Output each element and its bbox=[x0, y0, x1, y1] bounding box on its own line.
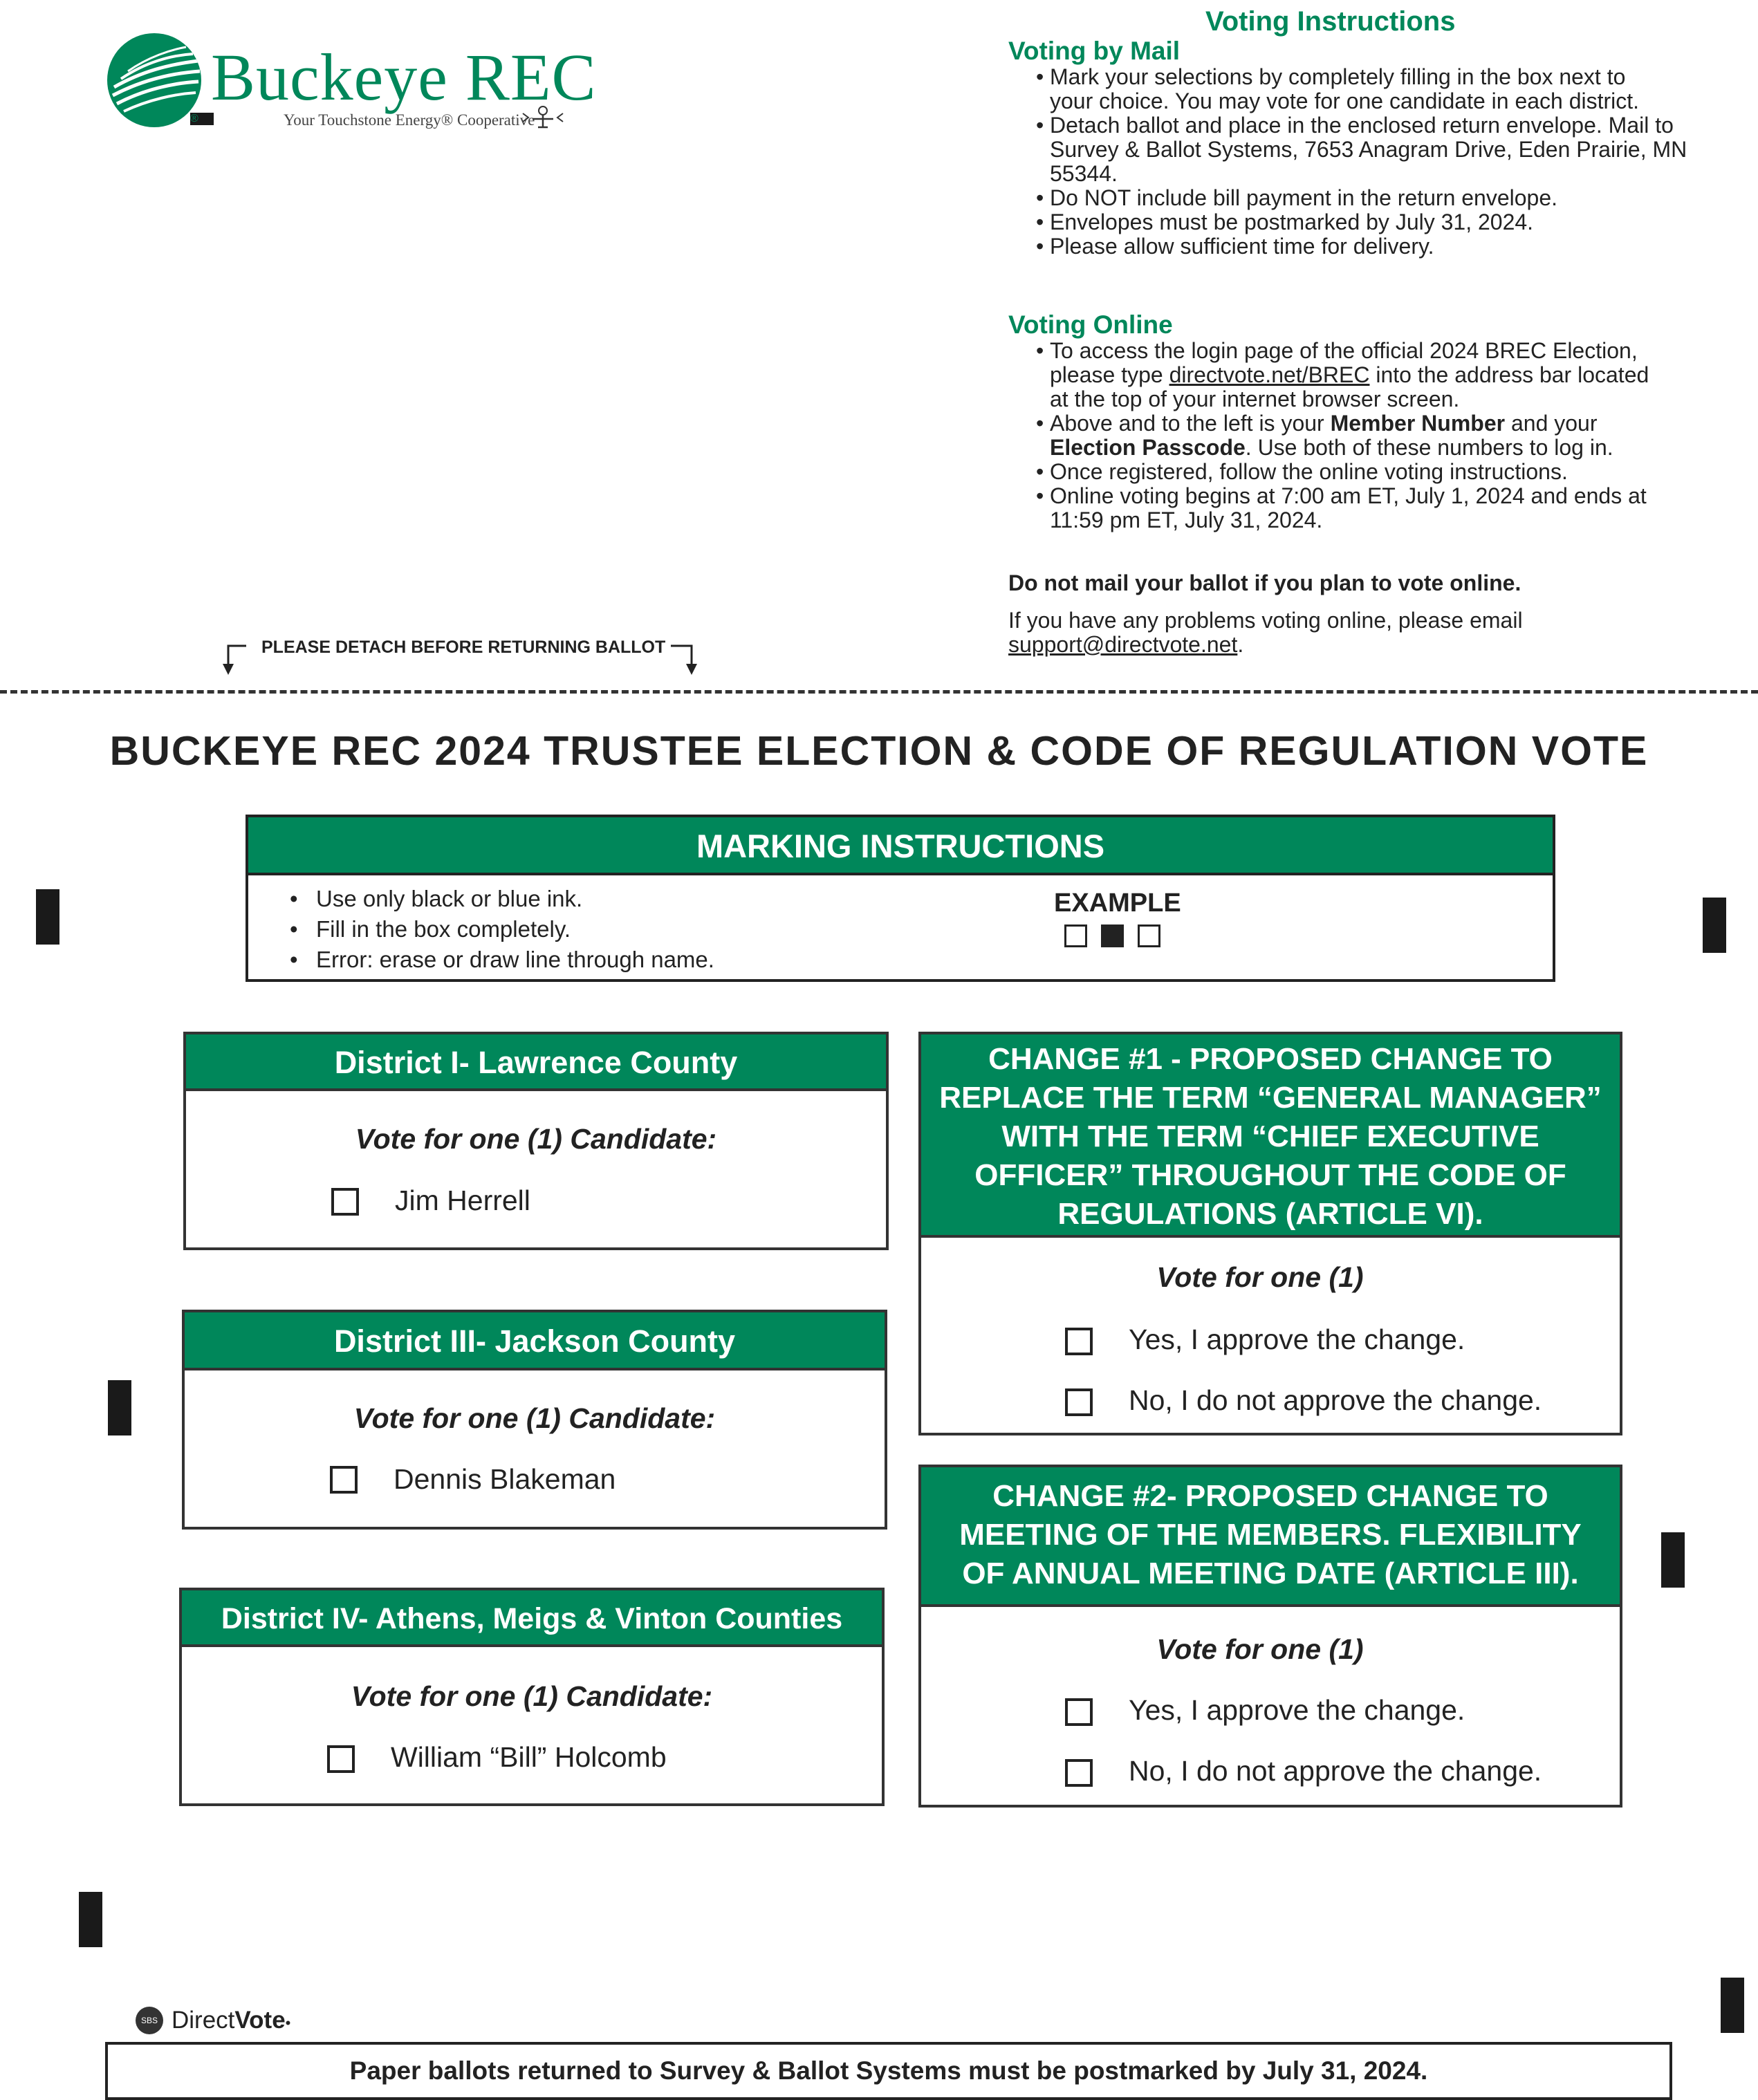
support-email-link[interactable]: support@directvote.net bbox=[1008, 632, 1238, 657]
mail-item: • Detach ballot and place in the enclosed return envelope. Mail to Survey & Ballot Systems, 7653 Anagram Drive, Eden Prairie, MN 55344. bbox=[1050, 113, 1690, 186]
no-option-label: No, I do not approve the change. bbox=[1129, 1755, 1542, 1787]
directvote-link[interactable]: directvote.net/BREC bbox=[1169, 362, 1370, 387]
change-2-line: CHANGE #2- PROPOSED CHANGE TO bbox=[992, 1479, 1548, 1513]
online-instructions-list bbox=[1008, 339, 1741, 532]
directvote-dot: • bbox=[285, 2014, 291, 2032]
example-empty-box bbox=[1064, 924, 1087, 947]
member-number-label: Member Number bbox=[1330, 411, 1506, 436]
change-2-line: MEETING OF THE MEMBERS. FLEXIBILITY bbox=[959, 1518, 1582, 1552]
vote-for-instruction: Vote for one (1) bbox=[1156, 1633, 1364, 1665]
voting-online-heading: Voting Online bbox=[1008, 310, 1173, 339]
yes-checkbox[interactable] bbox=[1065, 1698, 1093, 1726]
postmark-footer: Paper ballots returned to Survey & Ballot Systems must be postmarked by July 31, 2024. bbox=[105, 2042, 1672, 2100]
directvote-wordmark bbox=[172, 2007, 290, 2034]
marking-item: • Error: erase or draw line through name. bbox=[290, 945, 714, 975]
candidate-name: Dennis Blakeman bbox=[394, 1463, 616, 1495]
yes-option-label: Yes, I approve the change. bbox=[1129, 1323, 1465, 1355]
online-item-text: . Use both of these numbers to log in. bbox=[1245, 435, 1613, 460]
mail-item: • Do NOT include bill payment in the return envelope. bbox=[1050, 186, 1672, 210]
online-item-text: and your bbox=[1505, 411, 1598, 436]
online-item: • Online voting begins at 7:00 am ET, July 1, 2024 and ends at 11:59 pm ET, July 31, 2024. bbox=[1050, 484, 1665, 532]
candidate-checkbox[interactable] bbox=[330, 1466, 358, 1494]
no-checkbox[interactable] bbox=[1065, 1388, 1093, 1416]
online-item-text: into the address bar located at the top of your internet browser screen. bbox=[1050, 362, 1649, 411]
change-1-box bbox=[918, 1032, 1622, 1435]
online-warning: Do not mail your ballot if you plan to vote online. bbox=[1008, 570, 1521, 595]
online-item bbox=[1050, 411, 1665, 460]
marking-instructions-panel bbox=[246, 815, 1555, 982]
district-4-header: District IV- Athens, Meigs & Vinton Counties bbox=[182, 1590, 882, 1647]
mail-instructions-list bbox=[1008, 64, 1687, 259]
candidate-name: William “Bill” Holcomb bbox=[391, 1741, 667, 1773]
change-1-line: REPLACE THE TERM “GENERAL MANAGER” bbox=[939, 1081, 1602, 1115]
period: . bbox=[1237, 632, 1244, 657]
example-empty-box bbox=[1138, 924, 1160, 947]
marking-item: • Fill in the box completely. bbox=[290, 914, 714, 945]
marking-item: • Use only black or blue ink. bbox=[290, 884, 714, 914]
change-2-line: OF ANNUAL MEETING DATE (ARTICLE III). bbox=[962, 1557, 1579, 1590]
example-label: EXAMPLE bbox=[1054, 889, 1181, 918]
touchstone-energy-icon bbox=[519, 104, 567, 131]
logo-tagline: Your Touchstone Energy® Cooperative bbox=[284, 111, 535, 129]
change-1-line: REGULATIONS (ARTICLE VI). bbox=[1057, 1197, 1483, 1231]
mail-item: • Envelopes must be postmarked by July 31, 2024. bbox=[1050, 210, 1672, 234]
ballot-title: BUCKEYE REC 2024 TRUSTEE ELECTION & CODE OF REGULATION VOTE bbox=[109, 728, 1649, 774]
sbs-badge-icon: SBS bbox=[136, 2007, 163, 2034]
registration-mark bbox=[36, 889, 59, 945]
registration-mark bbox=[1661, 1532, 1685, 1588]
change-1-header bbox=[921, 1034, 1620, 1238]
election-passcode-label: Election Passcode bbox=[1050, 435, 1246, 460]
instructions-title: Voting Instructions bbox=[1205, 6, 1456, 37]
problems-note bbox=[1008, 608, 1631, 657]
problems-text: If you have any problems voting online, please email bbox=[1008, 608, 1523, 633]
mail-item: • Please allow sufficient time for delivery. bbox=[1050, 234, 1672, 259]
registered-mark: ® bbox=[190, 113, 214, 125]
change-1-line: WITH THE TERM “CHIEF EXECUTIVE bbox=[1001, 1119, 1539, 1153]
registration-mark bbox=[108, 1380, 131, 1435]
change-1-line: CHANGE #1 - PROPOSED CHANGE TO bbox=[988, 1042, 1553, 1076]
directvote-bold: Vote bbox=[234, 2007, 286, 2034]
example-filled-box bbox=[1101, 924, 1124, 947]
district-4-box bbox=[179, 1588, 885, 1806]
yes-checkbox[interactable] bbox=[1065, 1328, 1093, 1355]
vote-for-instruction: Vote for one (1) Candidate: bbox=[353, 1402, 716, 1434]
directvote-logo bbox=[136, 2004, 315, 2038]
district-1-box bbox=[183, 1032, 889, 1250]
detach-label: PLEASE DETACH BEFORE RETURNING BALLOT bbox=[256, 638, 671, 658]
online-item: • Once registered, follow the online voting instructions. bbox=[1050, 460, 1741, 484]
no-checkbox[interactable] bbox=[1065, 1759, 1093, 1787]
district-1-header: District I- Lawrence County bbox=[186, 1034, 886, 1091]
logo-mark-icon bbox=[107, 33, 201, 127]
tear-line-divider bbox=[0, 690, 1758, 694]
directvote-light: Direct bbox=[172, 2007, 235, 2034]
mail-item: • Mark your selections by completely filling in the box next to your choice. You may vote for one candidate in each district. bbox=[1050, 65, 1645, 113]
yes-option-label: Yes, I approve the change. bbox=[1129, 1694, 1465, 1726]
voting-by-mail-heading: Voting by Mail bbox=[1008, 37, 1181, 65]
candidate-checkbox[interactable] bbox=[327, 1745, 355, 1773]
vote-for-instruction: Vote for one (1) bbox=[1156, 1261, 1364, 1293]
change-1-line: OFFICER” THROUGHOUT THE CODE OF bbox=[974, 1158, 1566, 1192]
buckeye-rec-logo bbox=[107, 33, 597, 137]
district-3-box bbox=[182, 1310, 887, 1530]
online-item-text: To access the login page of the official 2024 BREC Election, please type bbox=[1050, 338, 1638, 387]
no-option-label: No, I do not approve the change. bbox=[1129, 1384, 1542, 1416]
change-2-box bbox=[918, 1465, 1622, 1808]
vote-for-instruction: Vote for one (1) Candidate: bbox=[351, 1680, 713, 1712]
logo-wordmark: Buckeye REC bbox=[211, 40, 597, 114]
registration-mark bbox=[79, 1892, 102, 1947]
online-item bbox=[1050, 339, 1665, 411]
candidate-name: Jim Herrell bbox=[395, 1184, 530, 1216]
change-2-header bbox=[921, 1467, 1620, 1607]
example-boxes bbox=[1064, 924, 1174, 947]
candidate-checkbox[interactable] bbox=[331, 1188, 359, 1216]
detach-notice bbox=[221, 636, 705, 678]
vote-for-instruction: Vote for one (1) Candidate: bbox=[355, 1123, 717, 1155]
district-3-header: District III- Jackson County bbox=[185, 1312, 885, 1370]
online-item-text: Above and to the left is your bbox=[1050, 411, 1331, 436]
marking-instructions-header: MARKING INSTRUCTIONS bbox=[248, 817, 1553, 875]
registration-mark bbox=[1703, 898, 1726, 953]
registration-mark bbox=[1721, 1978, 1744, 2033]
marking-instructions-list bbox=[290, 884, 714, 975]
